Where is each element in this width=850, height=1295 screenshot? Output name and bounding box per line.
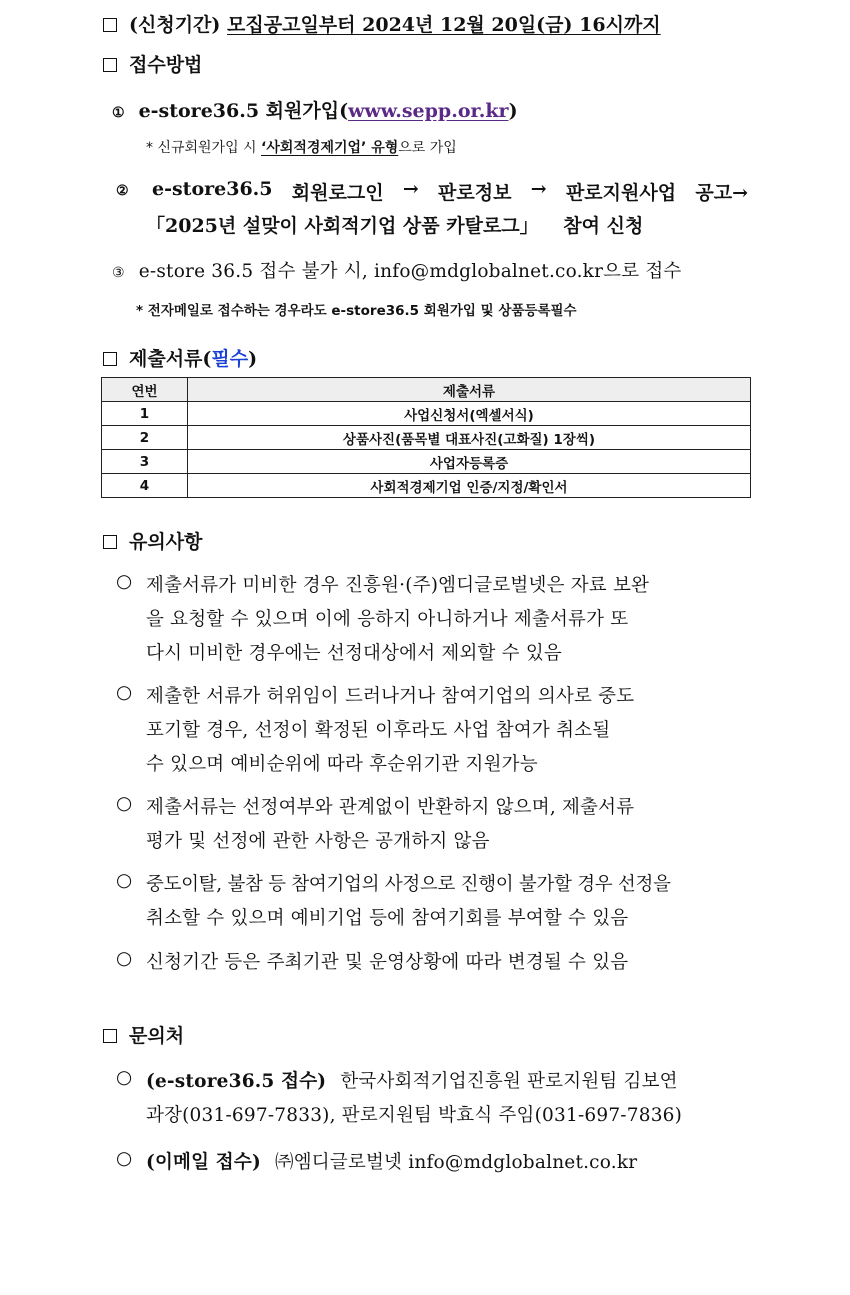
note-2-line-3: 수 있으며 예비순위에 따라 후순위기관 지원가능 <box>146 754 538 775</box>
note-1-line-3: 다시 미비한 경우에는 선정대상에서 제외할 수 있음 <box>146 643 562 664</box>
checkbox-square-icon <box>103 58 117 72</box>
table-row <box>102 426 751 450</box>
table-cell: 상품사진(품목별 대표사진(고화질) 1장씩) <box>188 426 751 450</box>
method-step-3 <box>112 257 682 283</box>
docs-table <box>101 377 751 498</box>
note-5-line-1: 신청기간 등은 주최기관 및 운영상황에 따라 변경될 수 있음 <box>146 952 629 973</box>
bullet-icon: ○ <box>116 1148 133 1169</box>
contact-1-line-1: (e-store36.5 접수) 한국사회적기업진흥원 판로지원팀 김보연 <box>146 1071 678 1092</box>
method-heading: 접수방법 <box>103 50 202 77</box>
period-label: (신청기간) <box>129 14 221 36</box>
table-row <box>102 474 751 498</box>
bullet-icon: ○ <box>116 948 133 969</box>
step-1-note: * 신규회원가입 시 ‘사회적경제기업’ 유형으로 가입 <box>146 140 457 156</box>
table-cell: 4 <box>102 474 188 498</box>
bullet-icon: ○ <box>116 682 133 703</box>
bullet-icon: ○ <box>116 793 133 814</box>
note-1-line-1: 제출서류가 미비한 경우 진흥원·(주)엠디글로벌넷은 자료 보완 <box>146 575 650 596</box>
note-4-line-1: 중도이탈, 불참 등 참여기업의 사정으로 진행이 불가할 경우 선정을 <box>146 874 671 895</box>
docs-heading: 제출서류(필수) <box>103 344 257 371</box>
note-3-line-2: 평가 및 선정에 관한 사항은 공개하지 않음 <box>146 831 490 852</box>
note-2-line-2: 포기할 경우, 선정이 확정된 이후라도 사업 참여가 취소될 <box>146 720 611 741</box>
note-3-line-1: 제출서류는 선정여부와 관계없이 반환하지 않으며, 제출서류 <box>146 797 635 818</box>
table-cell: 3 <box>102 450 188 474</box>
checkbox-square-icon <box>103 1029 117 1043</box>
sepp-link[interactable]: www.sepp.or.kr <box>348 100 509 122</box>
column-header: 제출서류 <box>188 378 751 402</box>
table-header-row <box>102 378 751 402</box>
bullet-icon: ○ <box>116 1067 133 1088</box>
bullet-icon: ○ <box>116 870 133 891</box>
table-cell: 사업신청서(엑셀서식) <box>188 402 751 426</box>
checkbox-square-icon <box>103 535 117 549</box>
step-2-line-2: 「2025년 설맞이 사회적기업 상품 카탈로그」 참여 신청 <box>146 215 644 237</box>
step-2-line-1: e-store36.5 회원로그인 → 판로정보 → 판로지원사업 공고→ <box>152 178 748 204</box>
period-text: 모집공고일부터 2024년 12월 20일(금) 16시까지 <box>227 14 661 36</box>
arrow-right-icon: → <box>530 178 547 200</box>
period-line <box>103 10 661 37</box>
bullet-icon: ○ <box>116 571 133 592</box>
arrow-right-icon: → <box>402 178 419 200</box>
table-cell: 사회적경제기업 인증/지정/확인서 <box>188 474 751 498</box>
step-3-note: * 전자메일로 접수하는 경우라도 e-store36.5 회원가입 및 상품등록필수 <box>136 303 577 319</box>
note-4-line-2: 취소할 수 있으며 예비기업 등에 참여기회를 부여할 수 있음 <box>146 908 629 929</box>
method-step-1: ① e-store36.5 회원가입(www.sepp.or.kr) <box>112 100 518 122</box>
step-1-text: e-store36.5 회원가입( <box>138 100 349 122</box>
notes-heading: 유의사항 <box>103 527 202 554</box>
contact-1-line-2: 과장(031-697-7833), 판로지원팀 박효식 주임(031-697-7836) <box>146 1105 683 1126</box>
checkbox-square-icon <box>103 18 117 32</box>
table-row <box>102 402 751 426</box>
checkbox-square-icon <box>103 352 117 366</box>
note-2-line-1: 제출한 서류가 허위임이 드러나거나 참여기업의 의사로 중도 <box>146 686 635 707</box>
note-1-line-2: 을 요청할 수 있으며 이에 응하지 아니하거나 제출서류가 또 <box>146 609 629 630</box>
table-cell: 사업자등록증 <box>188 450 751 474</box>
table-cell: 1 <box>102 402 188 426</box>
contact-heading: 문의처 <box>103 1021 184 1048</box>
table-row <box>102 450 751 474</box>
step-3-text: e-store 36.5 접수 불가 시, info@mdglobalnet.co.kr으로 접수 <box>138 261 682 282</box>
step-number: ① <box>112 105 125 121</box>
contact-email: ㈜엠디글로벌넷 info@mdglobalnet.co.kr <box>275 1152 638 1173</box>
step-number: ③ <box>112 265 125 281</box>
column-header: 연번 <box>102 378 188 402</box>
method-step-2 <box>116 178 143 200</box>
table-cell: 2 <box>102 426 188 450</box>
step-number: ② <box>116 183 129 199</box>
contact-2-line-1: (이메일 접수) ㈜엠디글로벌넷 info@mdglobalnet.co.kr <box>146 1152 638 1173</box>
